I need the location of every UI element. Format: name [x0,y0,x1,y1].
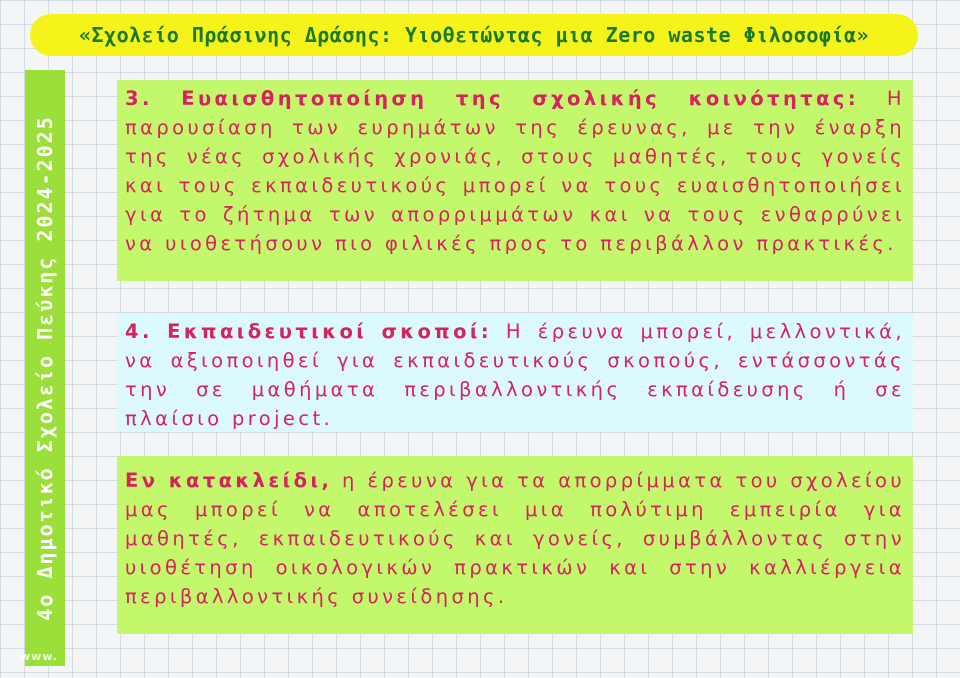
section-body: Η παρουσίαση των ευρημάτων της έρευνας, με την έναρξη της νέας σχολικής χρονιάς, στους μαθητές, τους γονείς και τους εκπαιδευτικούς μπορεί να τους ευαισθητοποιήσει για το ζήτημα των απορριμμάτων και να τους ενθαρρύνει να υιοθετήσουν πιο φιλικές προς το περιβάλλον πρακτικές. [125,87,905,255]
section-heading: 3. Ευαισθητοποίηση της σχολικής κοινότητας: [125,87,860,110]
title-banner [30,14,918,56]
watermark: www. [20,650,58,663]
section-heading: Εν κατακλείδι, [125,469,333,492]
section-conclusion [117,456,913,634]
section-body: η έρευνα για τα απορρίμματα του σχολείου μας μπορεί να αποτελέσει μια πολύτιμη εμπειρία για μαθητές, εκπαιδευτικούς και γονείς, συμβάλλοντας στην υιοθέτηση οικολογικών πρακτικών και στην καλλιέργεια περιβαλλοντικής συνείδησης. [125,469,905,608]
section-educational-goals [117,313,913,432]
section-heading: 4. Εκπαιδευτικοί σκοποί: [125,320,493,343]
sidebar-school-label: 4ο Δημοτικό Σχολείο Πεύκης 2024-2025 [33,115,57,621]
section-awareness [117,80,913,281]
page-title: «Σχολείο Πράσινης Δράσης: Υιοθετώντας μια Zero waste Φιλοσοφία» [78,23,870,47]
section-body: Η έρευνα μπορεί, μελλοντικά, να αξιοποιηθεί για εκπαιδευτικούς σκοπούς, εντάσσοντάς την σε μαθήματα περιβαλλοντικής εκπαίδευσης ή σε πλαίσιο project. [125,320,905,430]
